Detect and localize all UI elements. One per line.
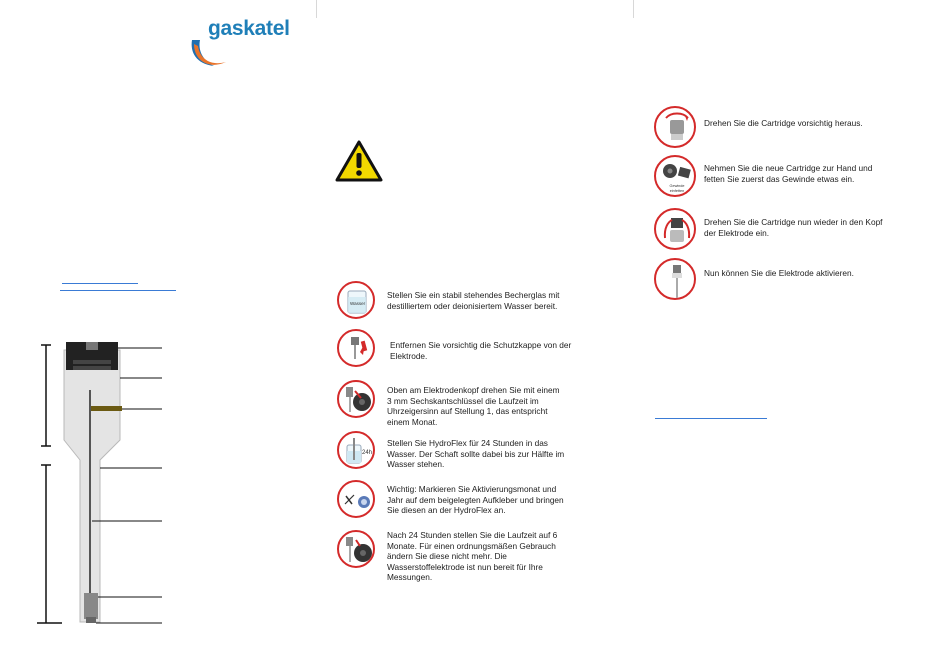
gewinde-badge: Gewinde <box>669 184 685 188</box>
step-text: Entfernen Sie vorsichtig die Schutzkappe von der Elektrode. <box>390 340 572 361</box>
cartridge-out-icon <box>654 106 696 148</box>
link-line-3[interactable] <box>655 418 767 419</box>
electrode-diagram <box>0 330 200 635</box>
einfetten-badge: einfetten <box>669 189 685 193</box>
electrode-cap-icon <box>337 329 375 367</box>
step-text: Stellen Sie HydroFlex für 24 Stunden in das Wasser. Der Schaft sollte dabei bis zur Hälfte im Wasser stehen. <box>387 438 565 470</box>
step-text: Oben am Elektrodenkopf drehen Sie mit einem 3 mm Sechskantschlüssel die Laufzeit im Uhrzeigersinn auf Stellung 1, das entspricht einem Monat. <box>387 385 560 427</box>
step-text: Nehmen Sie die neue Cartridge zur Hand und fetten Sie zuerst das Gewinde etwas ein. <box>704 163 873 184</box>
beaker-24h-icon <box>337 431 375 469</box>
sticker-icon <box>337 480 375 518</box>
electrode-icon <box>654 258 696 300</box>
step-text: Nun können Sie die Elektrode aktivieren. <box>704 268 854 278</box>
logo-text: gaskatel <box>208 17 290 40</box>
step-text: Wichtig: Markieren Sie Aktivierungsmonat und Jahr auf dem beigelegten Aufkleber und bringen Sie diesen an der HydroFlex an. <box>387 484 564 516</box>
step-text: Nach 24 Stunden stellen Sie die Laufzeit auf 6 Monate. Für einen ordnungsmäßen Gebrauch ändern Sie diese nicht mehr. Die Wasserstoffelektrode ist nun bereit für Ihre Messungen. <box>387 530 558 583</box>
dial-icon <box>337 530 375 568</box>
link-line-1[interactable] <box>62 283 138 284</box>
fold-mark-2 <box>633 0 634 18</box>
warning-triangle-icon <box>335 140 383 187</box>
link-line-2[interactable] <box>60 290 176 291</box>
cartridge-in-icon <box>654 208 696 250</box>
beaker-icon <box>337 281 375 319</box>
cartridge-grease-icon <box>654 155 696 197</box>
24h-badge: 24h <box>362 450 373 456</box>
step-text: Drehen Sie die Cartridge nun wieder in den Kopf der Elektrode ein. <box>704 217 883 238</box>
step-text: Stellen Sie ein stabil stehendes Becherglas mit destilliertem oder deionisiertem Wasser bereit. <box>387 290 560 311</box>
gaskatel-logo <box>188 18 313 70</box>
hex-key-icon <box>337 380 375 418</box>
fold-mark-1 <box>316 0 317 18</box>
step-text: Drehen Sie die Cartridge vorsichtig heraus. <box>704 118 863 128</box>
wasser-badge: Wasser <box>350 301 366 306</box>
